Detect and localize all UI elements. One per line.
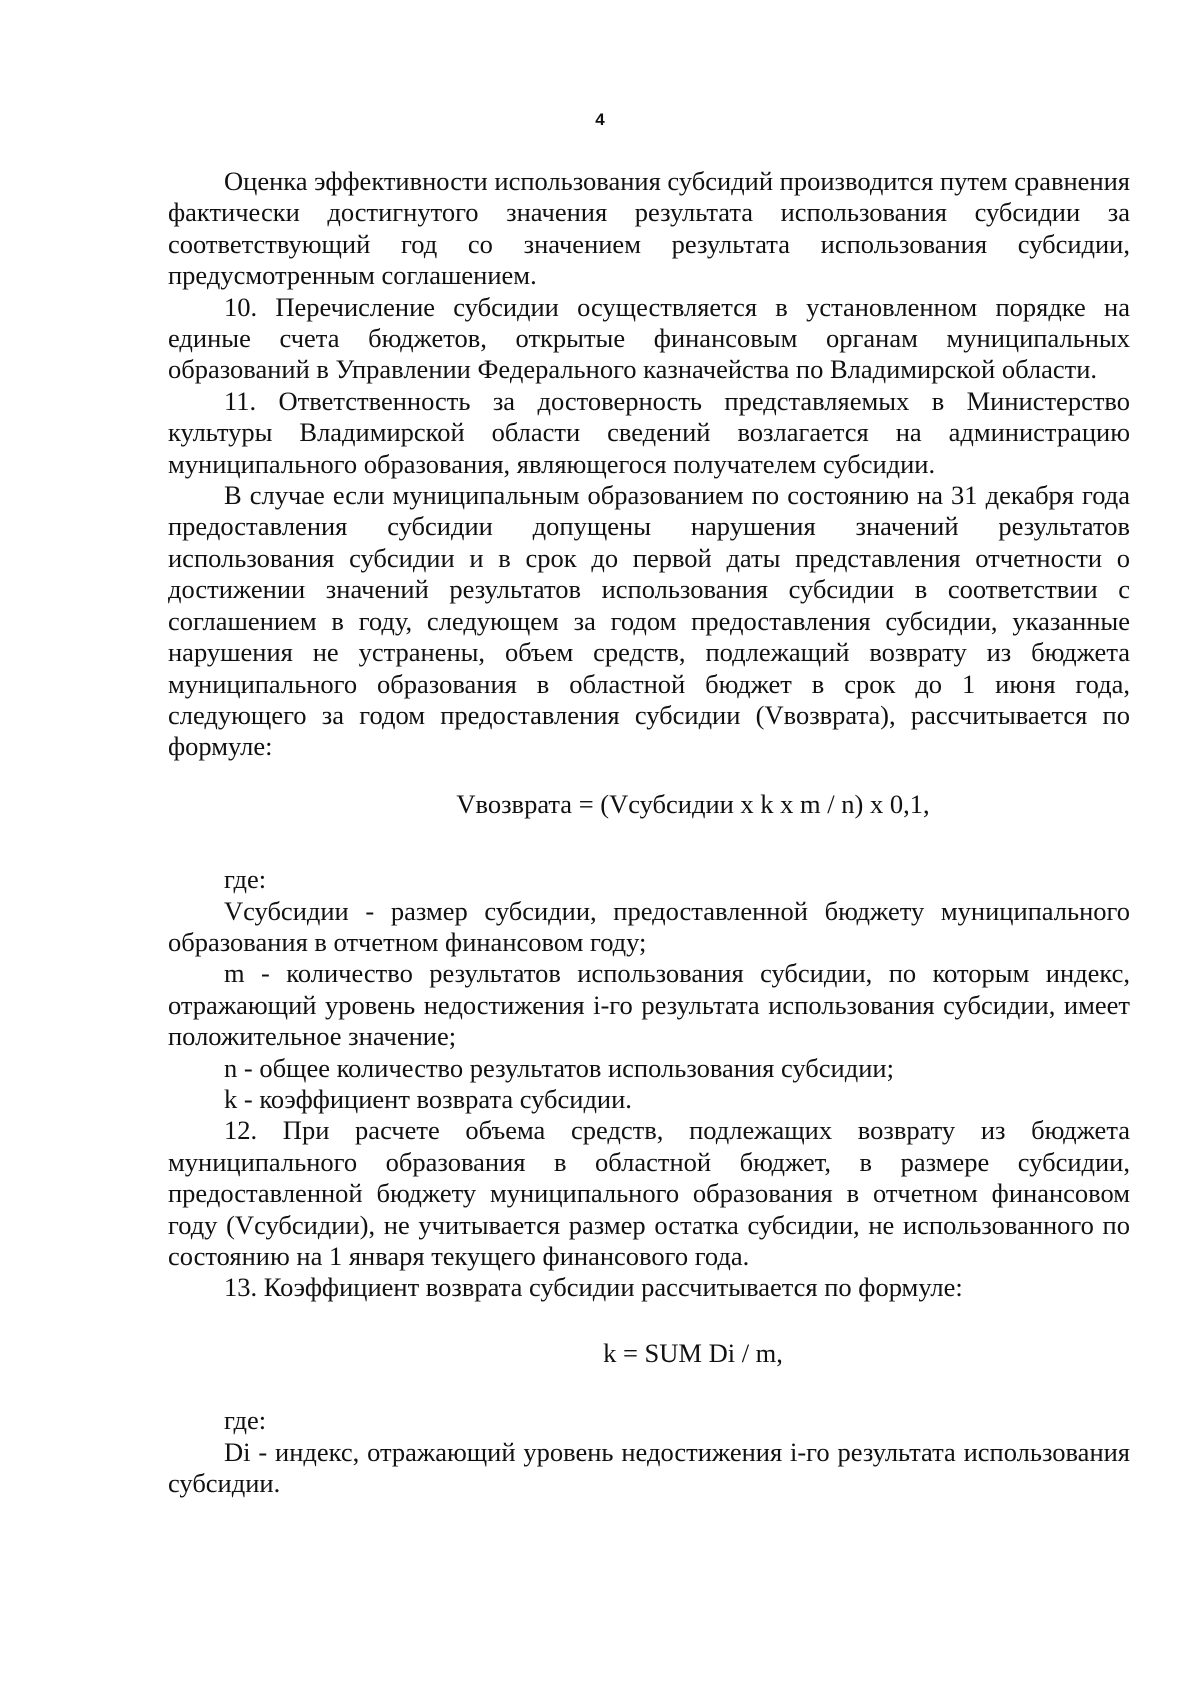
document-body	[168, 166, 1130, 1499]
paragraph-11-case: В случае если муниципальным образованием по состоянию на 31 декабря года предоставления субсидии допущены нарушения значений результатов использования субсидии и в срок до первой даты представления отчетности о достижении значений результатов использования субсидии в соответствии с соглашением в году, следующем за годом предоставления субсидии, указанные нарушения не устранены, объем средств, подлежащий возврату из бюджета муниципального образования в областной бюджет в срок до 1 июня года, следующего за годом предоставления субсидии (Vвозврата), рассчитывается по формуле:	[168, 480, 1130, 762]
definition-vsubsidy: Vсубсидии - размер субсидии, предоставленной бюджету муниципального образования в отчетном финансовом году;	[168, 895, 1130, 957]
paragraph-11: 11. Ответственность за достоверность представляемых в Министерство культуры Владимирской области сведений возлагается на администрацию муниципального образования, являющегося получателем субсидии.	[168, 385, 1130, 479]
paragraph-13: 13. Коэффициент возврата субсидии рассчитывается по формуле:	[224, 1272, 963, 1303]
definition-n: n - общее количество результатов использования субсидии;	[224, 1052, 894, 1083]
formula-coefficient: k = SUM Di / m,	[603, 1337, 783, 1368]
paragraph-10: 10. Перечисление субсидии осуществляется в установленном порядке на единые счета бюджетов, открытые финансовым органам муниципальных образований в Управлении Федерального казначейства по Владимирской области.	[168, 291, 1130, 385]
page-number: 4	[595, 110, 605, 129]
definition-di: Di - индекс, отражающий уровень недостижения i-го результата использования субсидии.	[168, 1436, 1130, 1499]
paragraph-12: 12. При расчете объема средств, подлежащих возврату из бюджета муниципального образования в областной бюджет, в размере субсидии, предоставленной бюджету муниципального образования в отчетном финансовом году (Vсубсидии), не учитывается размер остатка субсидии, не использованного по состоянию на 1 января текущего финансового года.	[168, 1115, 1130, 1271]
formula-return-volume: Vвозврата = (Vсубсидии x k x m / n) x 0,1,	[456, 788, 930, 819]
where-label: где:	[224, 864, 267, 895]
paragraph-evaluation: Оценка эффективности использования субсидий производится путем сравнения фактически достигнутого значения результата использования субсидии за соответствующий год со значением результата использования субсидии, предусмотренным соглашением.	[168, 166, 1130, 291]
definition-k: k - коэффициент возврата субсидии.	[224, 1083, 632, 1114]
definition-m: m - количество результатов использования субсидии, по которым индекс, отражающий уровень недостижения i-го результата использования субсидии, имеет положительное значение;	[168, 958, 1130, 1052]
where-label-2: где:	[224, 1405, 267, 1436]
